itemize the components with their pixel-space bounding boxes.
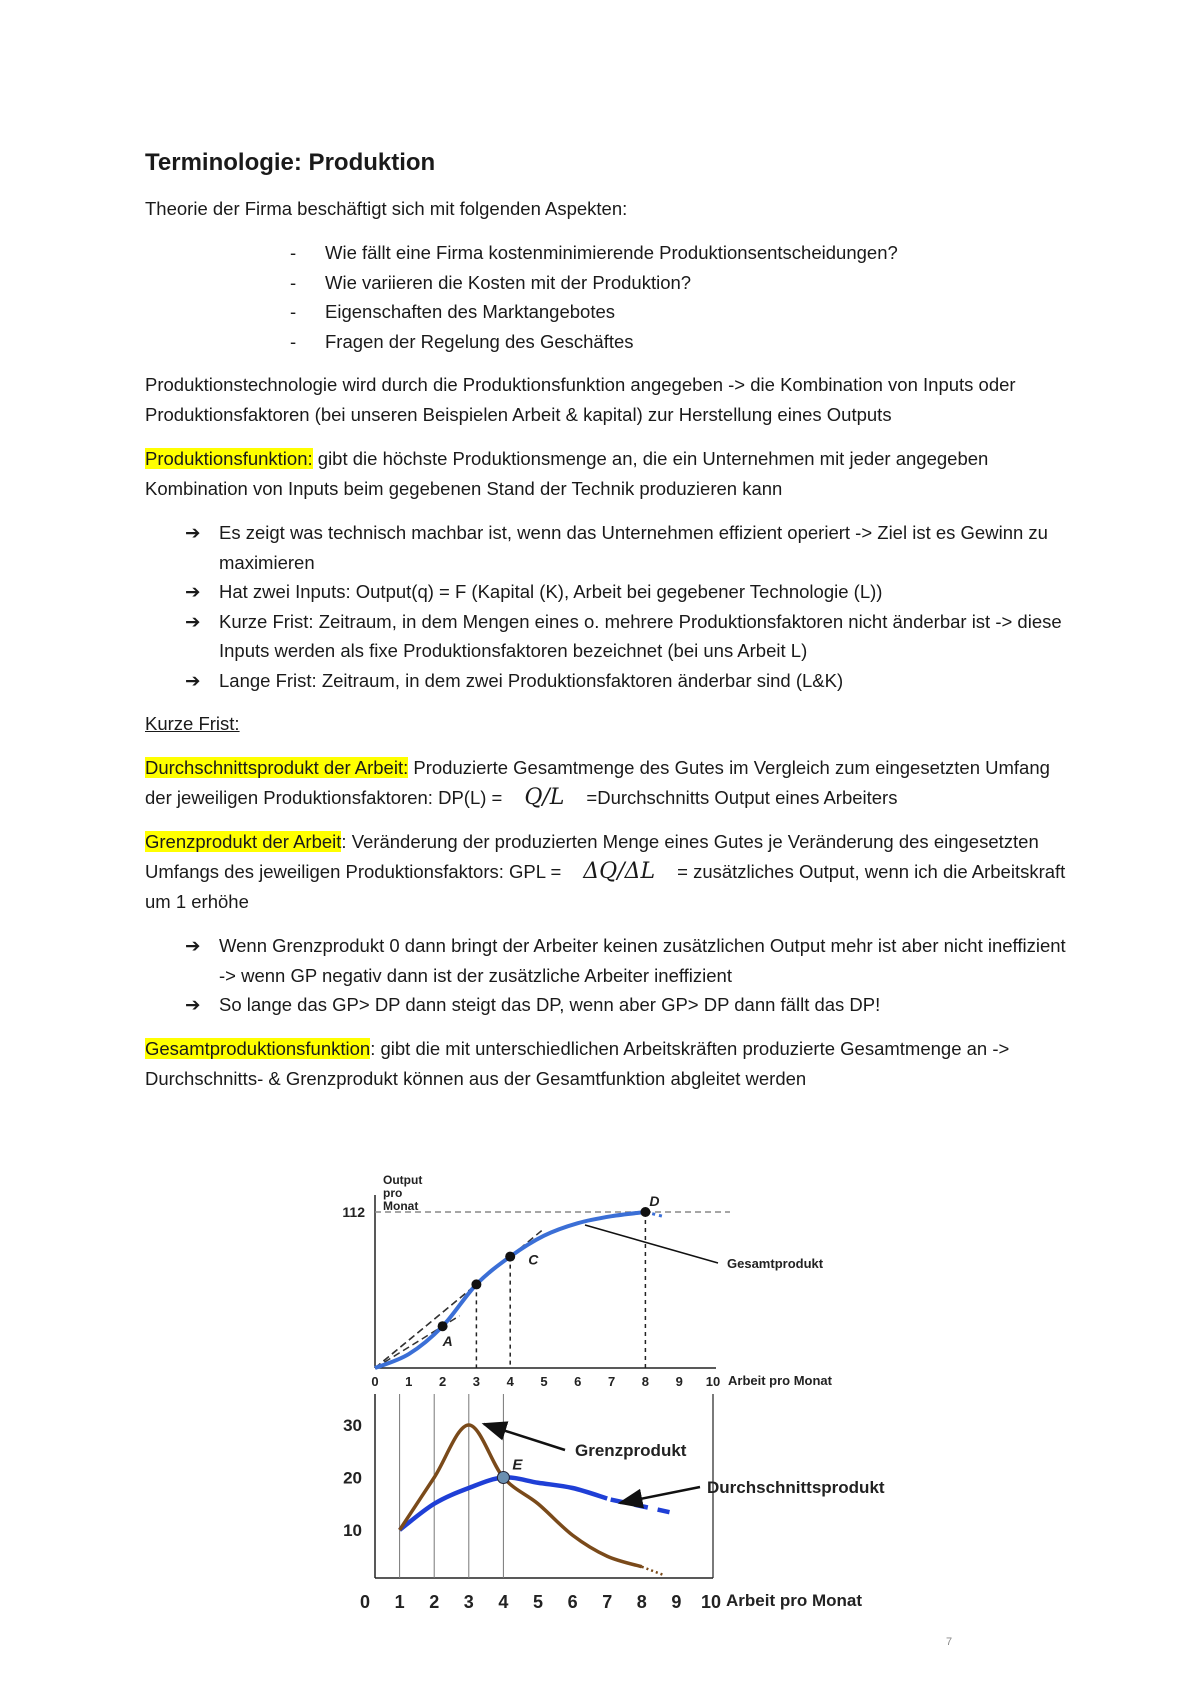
marginal-product-formula: ΔQ/ΔL — [583, 859, 656, 884]
list-item-text: Lange Frist: Zeitraum, in dem zwei Produktionsfaktoren änderbar sind (L&K) — [219, 669, 844, 691]
x-tick-label: 1 — [405, 1374, 413, 1389]
definition-text: : Veränderung der produzierten Menge eines Gutes je Veränderung des eingesetzten Umfangs des jeweiligen Produktionsfaktors: GPL = — [145, 831, 1039, 882]
x-tick-label: 9 — [671, 1592, 682, 1612]
highlighted-term: Durchschnittsprodukt der Arbeit: — [145, 757, 409, 778]
x-tick-label: 7 — [602, 1592, 613, 1612]
x-tick-label: 8 — [641, 1374, 650, 1389]
page-title: Terminologie: Produktion — [145, 149, 436, 176]
y-tick-label: 10 — [343, 1521, 362, 1540]
arrow-icon: ➔ — [185, 581, 201, 602]
marginal-product-curve-tail — [642, 1567, 663, 1575]
x-tick-label: 0 — [359, 1592, 371, 1612]
x-tick-label: 2 — [438, 1374, 447, 1389]
definition-text: Produzierte Gesamtmenge des Gutes im Vergleich zum eingesetzten Umfang der jeweiligen Produktionsfaktoren: DP(L) = — [145, 757, 1050, 808]
list-item-text: So lange das GP> DP dann steigt das DP, wenn aber GP> DP dann fällt das DP! — [219, 994, 881, 1015]
list-item-text: Es zeigt was technisch machbar ist, wenn das Unternehmen effizient operiert -> Ziel ist es Gewinn zu maximieren — [219, 522, 1048, 573]
point-label: C — [528, 1251, 539, 1268]
list-item: - Wie variieren die Kosten mit der Produktion? — [290, 268, 1075, 298]
definition-text: : gibt die mit unterschiedlichen Arbeitskräften produzierte Gesamtmenge an -> Durchschnitts- & Grenzprodukt können aus der Gesamtfunktion abgleitet werden — [145, 1037, 1010, 1089]
list-item: - Wie fällt eine Firma kostenminimierende Produktionsentscheidungen? — [290, 238, 1075, 268]
list-item: - Eigenschaften des Marktangebotes — [290, 297, 1075, 327]
x-tick-label: 2 — [429, 1592, 440, 1612]
average-product-formula: Q/L — [524, 785, 565, 810]
definition-text: = zusätzliches Output, wenn ich die Arbeitskraft um 1 erhöhe — [145, 861, 1066, 912]
arrow-icon: ➔ — [185, 610, 201, 632]
highlighted-term: Produktionsfunktion: — [145, 448, 313, 469]
section-heading: Kurze Frist: — [145, 713, 240, 734]
intro-text: Theorie der Firma beschäftigt sich mit folgenden Aspekten: — [145, 198, 628, 219]
average-product-curve-dashed — [611, 1500, 670, 1513]
arrow-icon: ➔ — [185, 522, 201, 543]
y-tick-label: 20 — [343, 1468, 362, 1488]
annotation-leader — [585, 1225, 718, 1263]
x-axis-label: Arbeit pro Monat — [726, 1591, 862, 1610]
x-tick-label: 3 — [463, 1592, 474, 1612]
list-item: - Fragen der Regelung des Geschäftes — [290, 327, 1075, 357]
point-label: A — [442, 1333, 453, 1350]
y-axis-label: Monat — [383, 1199, 419, 1213]
x-tick-label: 4 — [498, 1592, 509, 1612]
x-tick-label: 6 — [567, 1592, 578, 1612]
y-axis-label: Output — [383, 1173, 423, 1187]
x-tick-label: 10 — [700, 1592, 722, 1612]
list-item-text: Wenn Grenzprodukt 0 dann bringt der Arbeiter keinen zusätzlichen Output mehr ist aber nicht ineffizient -> wenn GP negativ dann ist der zusätzliche Arbeiter ineffizient — [219, 935, 1066, 986]
arrow-icon: ➔ — [185, 994, 201, 1015]
definition-text: gibt die höchste Produktionsmenge an, die ein Unternehmen mit jeder angegeben Kombination von Inputs beim gegebenen Stand der Technik produzieren kann — [145, 448, 989, 499]
page-number: 7 — [946, 1636, 953, 1648]
x-tick-label: 5 — [532, 1592, 544, 1612]
x-tick-label: 6 — [574, 1374, 582, 1389]
annotation-arrow — [484, 1424, 565, 1450]
x-tick-label: 8 — [636, 1592, 647, 1612]
list-item-text: Hat zwei Inputs: Output(q) = F (Kapital (K), Arbeit bei gegebener Technologie (L)) — [219, 581, 883, 602]
annotation-label: Grenzprodukt — [575, 1441, 687, 1460]
arrow-icon: ➔ — [185, 669, 201, 691]
curve-point — [505, 1252, 515, 1262]
annotation-label: Durchschnittsprodukt — [707, 1478, 885, 1497]
curve-point — [438, 1321, 448, 1331]
x-tick-label: 3 — [472, 1374, 481, 1389]
arrow-icon: ➔ — [185, 935, 201, 956]
y-axis-label: pro — [383, 1186, 403, 1200]
definition-text: =Durchschnitts Output eines Arbeiters — [586, 787, 898, 808]
annotation-arrow — [620, 1487, 700, 1503]
point-label: D — [649, 1193, 660, 1209]
x-axis-label: Arbeit pro Monat — [728, 1373, 832, 1388]
x-tick-label: 1 — [394, 1592, 405, 1612]
marginal-average-product-chart — [343, 1394, 885, 1612]
total-product-chart — [342, 1173, 832, 1389]
x-tick-label: 4 — [506, 1374, 514, 1389]
highlighted-term: Gesamtproduktionsfunktion — [145, 1037, 371, 1059]
x-tick-label: 0 — [371, 1374, 379, 1389]
highlighted-term: Grenzprodukt der Arbeit — [145, 831, 342, 852]
intersection-point — [497, 1472, 509, 1484]
x-tick-label: 7 — [607, 1374, 616, 1389]
y-tick-label: 30 — [343, 1416, 362, 1435]
curve-point — [471, 1279, 481, 1289]
x-tick-label: 9 — [675, 1374, 683, 1389]
x-tick-label: 5 — [540, 1374, 548, 1389]
technology-paragraph: Produktionstechnologie wird durch die Produktionsfunktion angegeben -> die Kombination von Inputs oder Produktionsfaktoren (bei unseren Beispielen Arbeit & kapital) zur Herstellung eines Outputs — [145, 374, 1016, 425]
list-item-text: Kurze Frist: Zeitraum, in dem Mengen eines o. mehrere Produktionsfaktoren nicht änderbar ist -> diese Inputs werden als fixe Produktionsfaktoren bezeichnet (bei uns Arbeit L) — [219, 610, 1062, 661]
point-label: E — [512, 1456, 523, 1474]
x-tick-label: 10 — [705, 1374, 721, 1389]
annotation-label: Gesamtprodukt — [727, 1256, 824, 1271]
y-tick-label: 112 — [342, 1204, 365, 1220]
